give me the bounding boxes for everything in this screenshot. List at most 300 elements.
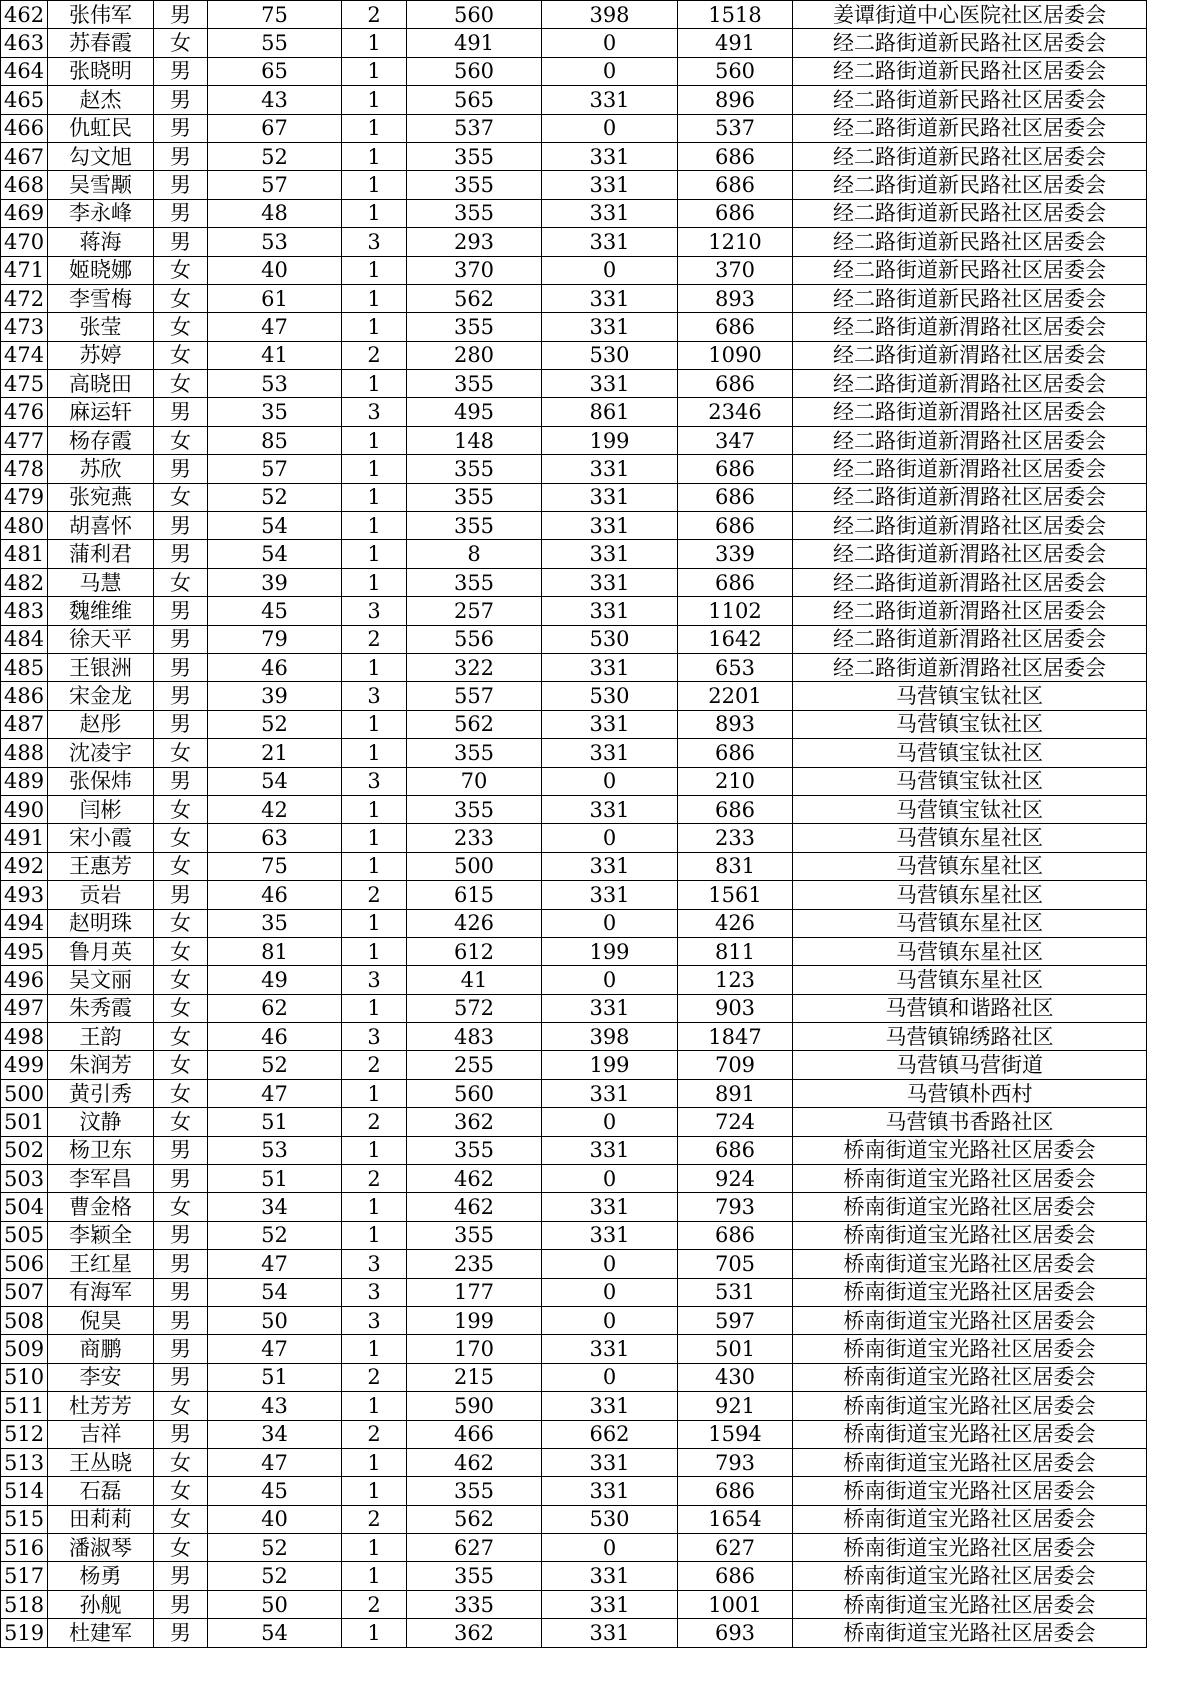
amount-a-cell: 426 [407,909,542,937]
count-cell: 1 [342,937,407,965]
age-cell: 52 [208,710,342,738]
gender-cell: 男 [154,1,208,29]
amount-a-cell: 355 [407,739,542,767]
gender-cell: 女 [154,739,208,767]
total-cell: 1210 [678,228,793,256]
count-cell: 1 [342,1448,407,1476]
community-cell: 桥南街道宝光路社区居委会 [793,1392,1147,1420]
age-cell: 40 [208,256,342,284]
community-cell: 经二路街道新民路社区居委会 [793,171,1147,199]
amount-a-cell: 462 [407,1165,542,1193]
total-cell: 686 [678,455,793,483]
amount-a-cell: 495 [407,398,542,426]
total-cell: 501 [678,1335,793,1363]
gender-cell: 男 [154,171,208,199]
table-row [1,1079,1147,1107]
community-cell: 桥南街道宝光路社区居委会 [793,1619,1147,1647]
community-cell: 马营镇宝钛社区 [793,739,1147,767]
gender-cell: 男 [154,1590,208,1618]
gender-cell: 女 [154,1051,208,1079]
table-row [1,966,1147,994]
name-cell: 勾文旭 [48,142,154,170]
amount-b-cell: 530 [542,341,678,369]
gender-cell: 男 [154,1250,208,1278]
count-cell: 3 [342,1250,407,1278]
community-cell: 经二路街道新民路社区居委会 [793,256,1147,284]
gender-cell: 男 [154,597,208,625]
gender-cell: 男 [154,1221,208,1249]
community-cell: 马营镇东星社区 [793,937,1147,965]
gender-cell: 男 [154,1278,208,1306]
row-number-cell: 489 [1,767,48,795]
name-cell: 苏欣 [48,455,154,483]
amount-a-cell: 355 [407,142,542,170]
table-row [1,568,1147,596]
row-number-cell: 477 [1,426,48,454]
age-cell: 67 [208,114,342,142]
gender-cell: 男 [154,1420,208,1448]
amount-a-cell: 233 [407,824,542,852]
gender-cell: 男 [154,767,208,795]
amount-a-cell: 370 [407,256,542,284]
age-cell: 42 [208,795,342,823]
count-cell: 3 [342,1306,407,1334]
total-cell: 653 [678,653,793,681]
table-body [1,1,1147,1648]
total-cell: 891 [678,1079,793,1107]
community-cell: 马营镇东星社区 [793,881,1147,909]
count-cell: 2 [342,1,407,29]
amount-a-cell: 590 [407,1392,542,1420]
name-cell: 吴雪颙 [48,171,154,199]
amount-b-cell: 861 [542,398,678,426]
row-number-cell: 475 [1,370,48,398]
gender-cell: 女 [154,994,208,1022]
amount-a-cell: 170 [407,1335,542,1363]
total-cell: 793 [678,1448,793,1476]
table-row [1,1136,1147,1164]
table-row [1,512,1147,540]
amount-b-cell: 398 [542,1,678,29]
amount-a-cell: 355 [407,512,542,540]
gender-cell: 女 [154,1193,208,1221]
name-cell: 杜芳芳 [48,1392,154,1420]
amount-a-cell: 355 [407,370,542,398]
name-cell: 吉祥 [48,1420,154,1448]
amount-b-cell: 0 [542,824,678,852]
count-cell: 3 [342,682,407,710]
row-number-cell: 476 [1,398,48,426]
age-cell: 54 [208,540,342,568]
count-cell: 1 [342,512,407,540]
table-row [1,909,1147,937]
table-row [1,426,1147,454]
table-row [1,1619,1147,1647]
community-cell: 马营镇东星社区 [793,909,1147,937]
amount-a-cell: 612 [407,937,542,965]
community-cell: 马营镇宝钛社区 [793,710,1147,738]
name-cell: 潘淑琴 [48,1534,154,1562]
table-row [1,1392,1147,1420]
amount-b-cell: 331 [542,653,678,681]
gender-cell: 男 [154,881,208,909]
table-row [1,483,1147,511]
total-cell: 693 [678,1619,793,1647]
name-cell: 闫彬 [48,795,154,823]
row-number-cell: 498 [1,1023,48,1051]
row-number-cell: 515 [1,1505,48,1533]
row-number-cell: 509 [1,1335,48,1363]
community-cell: 马营镇东星社区 [793,852,1147,880]
row-number-cell: 511 [1,1392,48,1420]
name-cell: 吴文丽 [48,966,154,994]
row-number-cell: 478 [1,455,48,483]
gender-cell: 男 [154,1363,208,1391]
community-cell: 马营镇宝钛社区 [793,767,1147,795]
table-row [1,682,1147,710]
row-number-cell: 462 [1,1,48,29]
count-cell: 1 [342,710,407,738]
amount-b-cell: 331 [542,1590,678,1618]
amount-b-cell: 0 [542,57,678,85]
count-cell: 1 [342,1534,407,1562]
row-number-cell: 468 [1,171,48,199]
total-cell: 705 [678,1250,793,1278]
row-number-cell: 502 [1,1136,48,1164]
amount-b-cell: 0 [542,1250,678,1278]
total-cell: 896 [678,86,793,114]
age-cell: 46 [208,653,342,681]
gender-cell: 女 [154,824,208,852]
community-cell: 经二路街道新民路社区居委会 [793,29,1147,57]
row-number-cell: 492 [1,852,48,880]
total-cell: 686 [678,1477,793,1505]
amount-b-cell: 331 [542,512,678,540]
count-cell: 2 [342,1420,407,1448]
community-cell: 桥南街道宝光路社区居委会 [793,1306,1147,1334]
count-cell: 1 [342,29,407,57]
name-cell: 宋小霞 [48,824,154,852]
total-cell: 1518 [678,1,793,29]
count-cell: 1 [342,1619,407,1647]
age-cell: 39 [208,682,342,710]
name-cell: 仇虹民 [48,114,154,142]
gender-cell: 男 [154,512,208,540]
name-cell: 杨卫东 [48,1136,154,1164]
count-cell: 2 [342,1590,407,1618]
community-cell: 马营镇东星社区 [793,824,1147,852]
amount-b-cell: 0 [542,909,678,937]
count-cell: 2 [342,341,407,369]
gender-cell: 男 [154,1562,208,1590]
row-number-cell: 505 [1,1221,48,1249]
count-cell: 1 [342,455,407,483]
row-number-cell: 507 [1,1278,48,1306]
gender-cell: 女 [154,284,208,312]
total-cell: 793 [678,1193,793,1221]
name-cell: 李雪梅 [48,284,154,312]
total-cell: 2346 [678,398,793,426]
table-row [1,1193,1147,1221]
name-cell: 李永峰 [48,199,154,227]
table-row [1,1023,1147,1051]
table-row [1,1534,1147,1562]
total-cell: 686 [678,739,793,767]
gender-cell: 男 [154,1306,208,1334]
community-cell: 桥南街道宝光路社区居委会 [793,1448,1147,1476]
amount-a-cell: 355 [407,568,542,596]
total-cell: 2201 [678,682,793,710]
name-cell: 贡岩 [48,881,154,909]
total-cell: 924 [678,1165,793,1193]
name-cell: 李军昌 [48,1165,154,1193]
row-number-cell: 501 [1,1108,48,1136]
name-cell: 麻运轩 [48,398,154,426]
table-row [1,1335,1147,1363]
count-cell: 1 [342,370,407,398]
age-cell: 81 [208,937,342,965]
age-cell: 47 [208,1250,342,1278]
age-cell: 65 [208,57,342,85]
total-cell: 831 [678,852,793,880]
count-cell: 1 [342,1335,407,1363]
total-cell: 686 [678,483,793,511]
age-cell: 61 [208,284,342,312]
name-cell: 沈凌宇 [48,739,154,767]
gender-cell: 女 [154,568,208,596]
total-cell: 686 [678,1562,793,1590]
community-cell: 马营镇锦绣路社区 [793,1023,1147,1051]
amount-b-cell: 331 [542,313,678,341]
age-cell: 63 [208,824,342,852]
amount-a-cell: 362 [407,1108,542,1136]
count-cell: 2 [342,1505,407,1533]
gender-cell: 女 [154,313,208,341]
count-cell: 1 [342,57,407,85]
table-row [1,57,1147,85]
total-cell: 686 [678,512,793,540]
gender-cell: 男 [154,1165,208,1193]
count-cell: 2 [342,1051,407,1079]
count-cell: 1 [342,199,407,227]
total-cell: 430 [678,1363,793,1391]
total-cell: 491 [678,29,793,57]
amount-b-cell: 199 [542,937,678,965]
amount-b-cell: 331 [542,86,678,114]
amount-b-cell: 331 [542,1221,678,1249]
age-cell: 57 [208,455,342,483]
row-number-cell: 469 [1,199,48,227]
amount-b-cell: 0 [542,29,678,57]
age-cell: 85 [208,426,342,454]
total-cell: 686 [678,142,793,170]
row-number-cell: 484 [1,625,48,653]
age-cell: 54 [208,512,342,540]
community-cell: 桥南街道宝光路社区居委会 [793,1590,1147,1618]
community-cell: 经二路街道新民路社区居委会 [793,114,1147,142]
table-row [1,597,1147,625]
amount-a-cell: 500 [407,852,542,880]
community-cell: 桥南街道宝光路社区居委会 [793,1505,1147,1533]
amount-b-cell: 331 [542,370,678,398]
amount-b-cell: 0 [542,114,678,142]
amount-b-cell: 530 [542,1505,678,1533]
table-row [1,1477,1147,1505]
name-cell: 朱润芳 [48,1051,154,1079]
name-cell: 曹金格 [48,1193,154,1221]
row-number-cell: 514 [1,1477,48,1505]
table-row [1,653,1147,681]
gender-cell: 女 [154,1392,208,1420]
amount-a-cell: 255 [407,1051,542,1079]
row-number-cell: 471 [1,256,48,284]
row-number-cell: 510 [1,1363,48,1391]
amount-a-cell: 235 [407,1250,542,1278]
amount-b-cell: 662 [542,1420,678,1448]
age-cell: 79 [208,625,342,653]
gender-cell: 女 [154,256,208,284]
count-cell: 3 [342,767,407,795]
total-cell: 537 [678,114,793,142]
name-cell: 商鹏 [48,1335,154,1363]
amount-a-cell: 355 [407,1477,542,1505]
name-cell: 杜建军 [48,1619,154,1647]
community-cell: 桥南街道宝光路社区居委会 [793,1335,1147,1363]
gender-cell: 男 [154,682,208,710]
age-cell: 52 [208,1534,342,1562]
row-number-cell: 512 [1,1420,48,1448]
count-cell: 3 [342,1023,407,1051]
name-cell: 黄引秀 [48,1079,154,1107]
count-cell: 1 [342,994,407,1022]
name-cell: 杨勇 [48,1562,154,1590]
age-cell: 53 [208,1136,342,1164]
age-cell: 52 [208,1221,342,1249]
community-cell: 桥南街道宝光路社区居委会 [793,1165,1147,1193]
count-cell: 2 [342,1165,407,1193]
total-cell: 686 [678,199,793,227]
amount-a-cell: 615 [407,881,542,909]
amount-b-cell: 331 [542,1079,678,1107]
community-cell: 经二路街道新渭路社区居委会 [793,370,1147,398]
age-cell: 39 [208,568,342,596]
amount-a-cell: 355 [407,1136,542,1164]
row-number-cell: 506 [1,1250,48,1278]
amount-b-cell: 0 [542,1165,678,1193]
name-cell: 马慧 [48,568,154,596]
amount-a-cell: 355 [407,1562,542,1590]
table-row [1,1363,1147,1391]
total-cell: 1001 [678,1590,793,1618]
row-number-cell: 491 [1,824,48,852]
gender-cell: 女 [154,1477,208,1505]
community-cell: 桥南街道宝光路社区居委会 [793,1221,1147,1249]
table-row [1,1505,1147,1533]
row-number-cell: 474 [1,341,48,369]
table-row [1,881,1147,909]
amount-b-cell: 331 [542,455,678,483]
amount-a-cell: 280 [407,341,542,369]
row-number-cell: 486 [1,682,48,710]
row-number-cell: 490 [1,795,48,823]
total-cell: 893 [678,284,793,312]
amount-b-cell: 331 [542,1562,678,1590]
age-cell: 46 [208,881,342,909]
community-cell: 桥南街道宝光路社区居委会 [793,1420,1147,1448]
table-row [1,1165,1147,1193]
age-cell: 43 [208,1392,342,1420]
count-cell: 1 [342,114,407,142]
community-cell: 经二路街道新渭路社区居委会 [793,568,1147,596]
community-cell: 马营镇东星社区 [793,966,1147,994]
name-cell: 张莹 [48,313,154,341]
community-cell: 经二路街道新民路社区居委会 [793,199,1147,227]
amount-b-cell: 199 [542,1051,678,1079]
gender-cell: 男 [154,86,208,114]
table-row [1,1108,1147,1136]
age-cell: 52 [208,1562,342,1590]
amount-a-cell: 565 [407,86,542,114]
row-number-cell: 516 [1,1534,48,1562]
gender-cell: 男 [154,57,208,85]
total-cell: 1594 [678,1420,793,1448]
age-cell: 52 [208,142,342,170]
gender-cell: 男 [154,228,208,256]
count-cell: 1 [342,142,407,170]
age-cell: 40 [208,1505,342,1533]
gender-cell: 男 [154,1619,208,1647]
name-cell: 姬晓娜 [48,256,154,284]
age-cell: 21 [208,739,342,767]
table-row [1,795,1147,823]
name-cell: 蒋海 [48,228,154,256]
age-cell: 49 [208,966,342,994]
age-cell: 57 [208,171,342,199]
count-cell: 1 [342,1392,407,1420]
table-row [1,86,1147,114]
table-row [1,852,1147,880]
name-cell: 朱秀霞 [48,994,154,1022]
name-cell: 张伟军 [48,1,154,29]
table-row [1,228,1147,256]
amount-a-cell: 293 [407,228,542,256]
amount-b-cell: 331 [542,1136,678,1164]
amount-b-cell: 0 [542,1534,678,1562]
gender-cell: 女 [154,426,208,454]
table-row [1,370,1147,398]
name-cell: 王银洲 [48,653,154,681]
amount-a-cell: 322 [407,653,542,681]
count-cell: 2 [342,625,407,653]
amount-a-cell: 491 [407,29,542,57]
table-row [1,199,1147,227]
amount-b-cell: 199 [542,426,678,454]
gender-cell: 男 [154,625,208,653]
amount-a-cell: 462 [407,1193,542,1221]
age-cell: 51 [208,1108,342,1136]
row-number-cell: 494 [1,909,48,937]
count-cell: 1 [342,568,407,596]
gender-cell: 男 [154,114,208,142]
age-cell: 34 [208,1420,342,1448]
total-cell: 724 [678,1108,793,1136]
amount-a-cell: 355 [407,795,542,823]
count-cell: 1 [342,739,407,767]
community-cell: 马营镇和谐路社区 [793,994,1147,1022]
amount-a-cell: 8 [407,540,542,568]
count-cell: 1 [342,909,407,937]
name-cell: 蒲利君 [48,540,154,568]
